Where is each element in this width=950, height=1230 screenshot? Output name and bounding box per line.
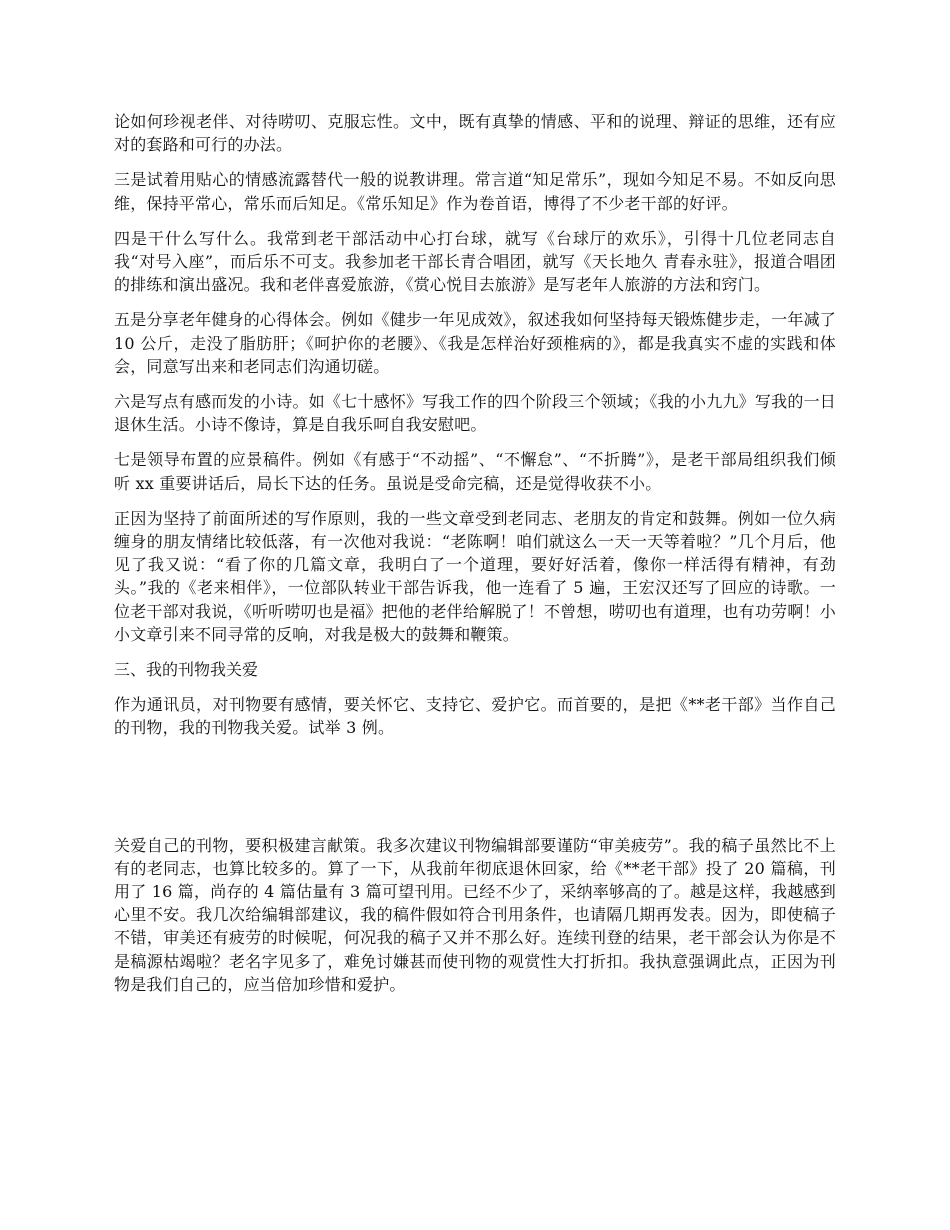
paragraph-feedback: 正因为坚持了前面所述的写作原则，我的一些文章受到老同志、老朋友的肯定和鼓舞。例如一位久病缠身的朋友情绪比较低落，有一次他对我说：“老陈啊！咱们就这么一天一天等着啦？”几个月后，他见了我又说：“看了你的几篇文章，我明白了一个道理，要好好活着，像你一样活得有精神，有劲头。”我的《老来相伴》，一位部队转业干部告诉我，他一连看了 5 遍，王宏汉还写了回应的诗歌。一位老干部对我说，《听听唠叨也是福》把他的老伴给解脱了！不曾想，唠叨也有道理，也有功劳啊！小小文章引来不同寻常的反响，对我是极大的鼓舞和鞭策。 bbox=[114, 508, 836, 644]
closing-paragraph: 关爱自己的刊物，要积极建言献策。我多次建议刊物编辑部要谨防“审美疲劳”。我的稿子虽然比不上有的老同志，也算比较多的。算了一下，从我前年彻底退休回家，给《**老干部》投了 20 篇稿，刊用了 16 篇，尚存的 4 篇估量有 3 篇可望刊用。已经不少了，采纳率够高的了。越是这样，我越感到心里不安。我几次给编辑部建议，我的稿件假如符合刊用条件，也请隔几期再发表。因为，即使稿子不错，审美还有疲劳的时候呢，何况我的稿子又并不那么好。连续刊登的结果，老干部会认为你是不是稿源枯竭啦？老名字见多了，难免讨嫌甚而使刊物的观赏性大打折扣。我执意强调此点，正因为刊物是我们自己的，应当倍加珍惜和爱护。 bbox=[114, 835, 836, 994]
section-intro-paragraph: 作为通讯员，对刊物要有感情，要关怀它、支持它、爱护它。而首要的，是把《**老干部》当作自己的刊物，我的刊物我关爱。试举 3 例。 bbox=[114, 695, 836, 738]
paragraph-point-six: 六是写点有感而发的小诗。如《七十感怀》写我工作的四个阶段三个领域；《我的小九九》写我的一日退休生活。小诗不像诗，算是自我乐呵自我安慰吧。 bbox=[114, 392, 836, 435]
paragraph-point-five: 五是分享老年健身的心得体会。例如《健步一年见成效》，叙述我如何坚持每天锻炼健步走，一年减了 10 公斤，走没了脂肪肝；《呵护你的老腰》、《我是怎样治好颈椎病的》，都是我真实不虚的实践和体会，同意写出来和老同志们沟通切磋。 bbox=[114, 310, 836, 376]
paragraph-intro-continuation: 论如何珍视老伴、对待唠叨、克服忘性。文中，既有真挚的情感、平和的说理、辩证的思维，还有应对的套路和可行的办法。 bbox=[114, 112, 836, 155]
paragraph-point-seven: 七是领导布置的应景稿件。例如《有感于“不动摇”、“不懈怠”、“不折腾”》，是老干部局组织我们倾听 xx 重要讲话后，局长下达的任务。虽说是受命完稿，还是觉得收获不小。 bbox=[114, 450, 836, 493]
section-heading: 三、我的刊物我关爱 bbox=[114, 660, 259, 680]
document-page bbox=[114, 110, 836, 996]
paragraph-point-four: 四是干什么写什么。我常到老干部活动中心打台球，就写《台球厅的欢乐》，引得十几位老同志自我“对号入座”，而后乐不可支。我参加老干部长青合唱团，就写《天长地久 青春永驻》，报道合唱团的排练和演出盛况。我和老伴喜爱旅游，《赏心悦目去旅游》是写老年人旅游的方法和窍门。 bbox=[114, 228, 836, 295]
paragraph-point-three: 三是试着用贴心的情感流露替代一般的说教讲理。常言道“知足常乐”，现如今知足不易。不如反向思维，保持平常心，常乐而后知足。《常乐知足》作为卷首语，博得了不少老干部的好评。 bbox=[114, 170, 836, 213]
